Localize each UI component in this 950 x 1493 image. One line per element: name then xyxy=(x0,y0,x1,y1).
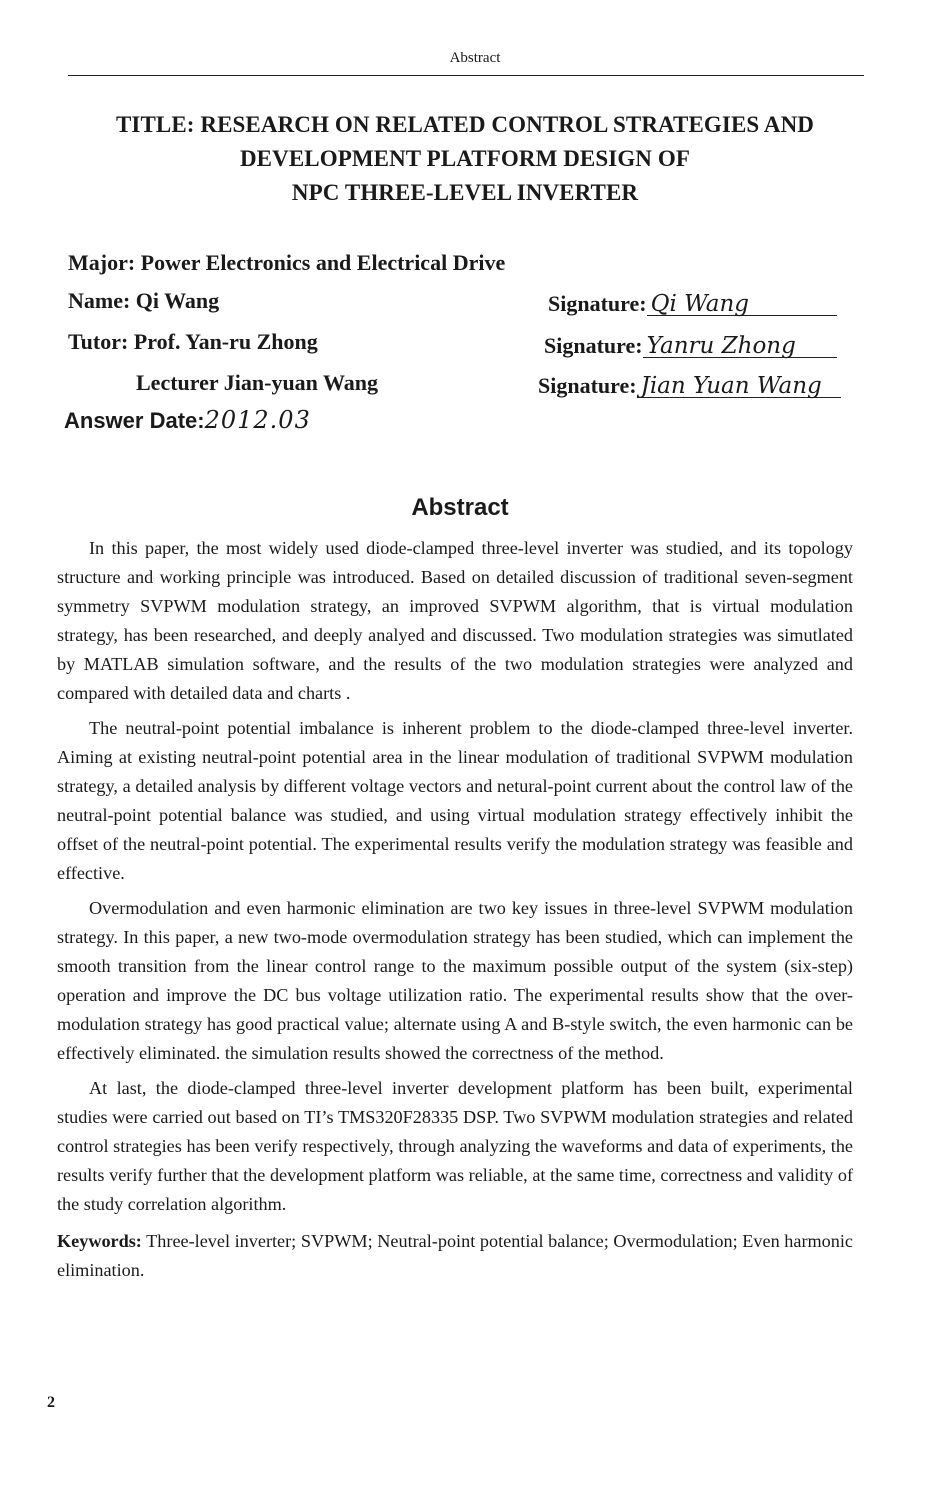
abstract-paragraph: In this paper, the most widely used diode-clamped three-level inverter was studied, and its topology structure and working principle was introduced. Based on detailed discussion of traditional seven-segment symmetry SVPWM modulation strategy, an improved SVPWM algorithm, that is virtual modulation strategy, has been researched, and deeply analyed and discussed. Two modulation strategies was simutlated by MATLAB simulation software, and the results of the two modulation strategies were analyzed and compared with detailed data and charts . xyxy=(57,538,853,703)
abstract-paragraph: Overmodulation and even harmonic elimination are two key issues in three-level SVPWM modulation strategy. In this paper, a new two-mode overmodulation strategy has been studied, which can implement the smooth transition from the linear control range to the maximum possible output of the system (six-step) operation and improve the DC bus voltage utilization ratio. The experimental results show that the over-modulation strategy has good practical value; alternate using A and B-style switch, the even harmonic can be effectively eliminated. the simulation results showed the correctness of the method. xyxy=(57,898,853,1063)
signature-label: Signature: xyxy=(548,291,647,316)
title-line: TITLE: RESEARCH ON RELATED CONTROL STRATEGIES AND xyxy=(115,112,815,137)
abstract-body xyxy=(57,534,853,1291)
header-rule xyxy=(68,75,864,76)
signature-row-student xyxy=(548,291,837,317)
keywords-label: Keywords: xyxy=(57,1231,142,1251)
tutor-line: Tutor: Prof. Yan-ru Zhong xyxy=(68,329,318,354)
answer-date-value: 2012.03 xyxy=(204,406,311,434)
handwritten-signature: Qi Wang xyxy=(647,293,837,316)
signature-label: Signature: xyxy=(544,333,643,358)
abstract-paragraph: The neutral-point potential imbalance is inherent problem to the diode-clamped three-level inverter. Aiming at existing neutral-point potential area in the linear modulation of traditional SVPWM modulation strategy, a detailed analysis by different voltage vectors and netural-point current about the control law of the neutral-point potential balance was studied, and using virtual modulation strategy effectively inhibit the offset of the neutral-point potential. The experimental results verify the modulation strategy was feasible and effective. xyxy=(57,718,853,883)
thesis-title xyxy=(60,108,870,210)
handwritten-signature: Jian Yuan Wang xyxy=(637,375,841,398)
keywords-text: Three-level inverter; SVPWM; Neutral-point potential balance; Overmodulation; Even harmonic elimination. xyxy=(57,1231,853,1280)
answer-date xyxy=(64,406,311,434)
abstract-paragraph: At last, the diode-clamped three-level inverter development platform has been built, experimental studies were carried out based on TI’s TMS320F28335 DSP. Two SVPWM modulation strategies and related control strategies has been verify respectively, through analyzing the waveforms and data of experiments, the results verify further that the development platform was reliable, at the same time, correctness and validity of the study correlation algorithm. xyxy=(57,1078,853,1214)
title-line: NPC THREE-LEVEL INVERTER xyxy=(291,180,639,205)
abstract-heading: Abstract xyxy=(411,494,509,521)
answer-date-label: Answer Date: xyxy=(64,408,205,433)
signature-label: Signature: xyxy=(538,373,637,398)
page-number: 2 xyxy=(47,1394,55,1411)
name-line: Name: Qi Wang xyxy=(68,288,220,313)
running-head: Abstract xyxy=(449,50,501,66)
lecturer-line: Lecturer Jian-yuan Wang xyxy=(136,370,379,395)
signature-row-lecturer xyxy=(538,373,841,399)
major-line: Major: Power Electronics and Electrical Drive xyxy=(68,250,506,275)
handwritten-signature: Yanru Zhong xyxy=(643,335,837,358)
title-line: DEVELOPMENT PLATFORM DESIGN OF xyxy=(239,146,691,171)
signature-row-tutor xyxy=(544,333,837,359)
keywords xyxy=(57,1227,853,1285)
